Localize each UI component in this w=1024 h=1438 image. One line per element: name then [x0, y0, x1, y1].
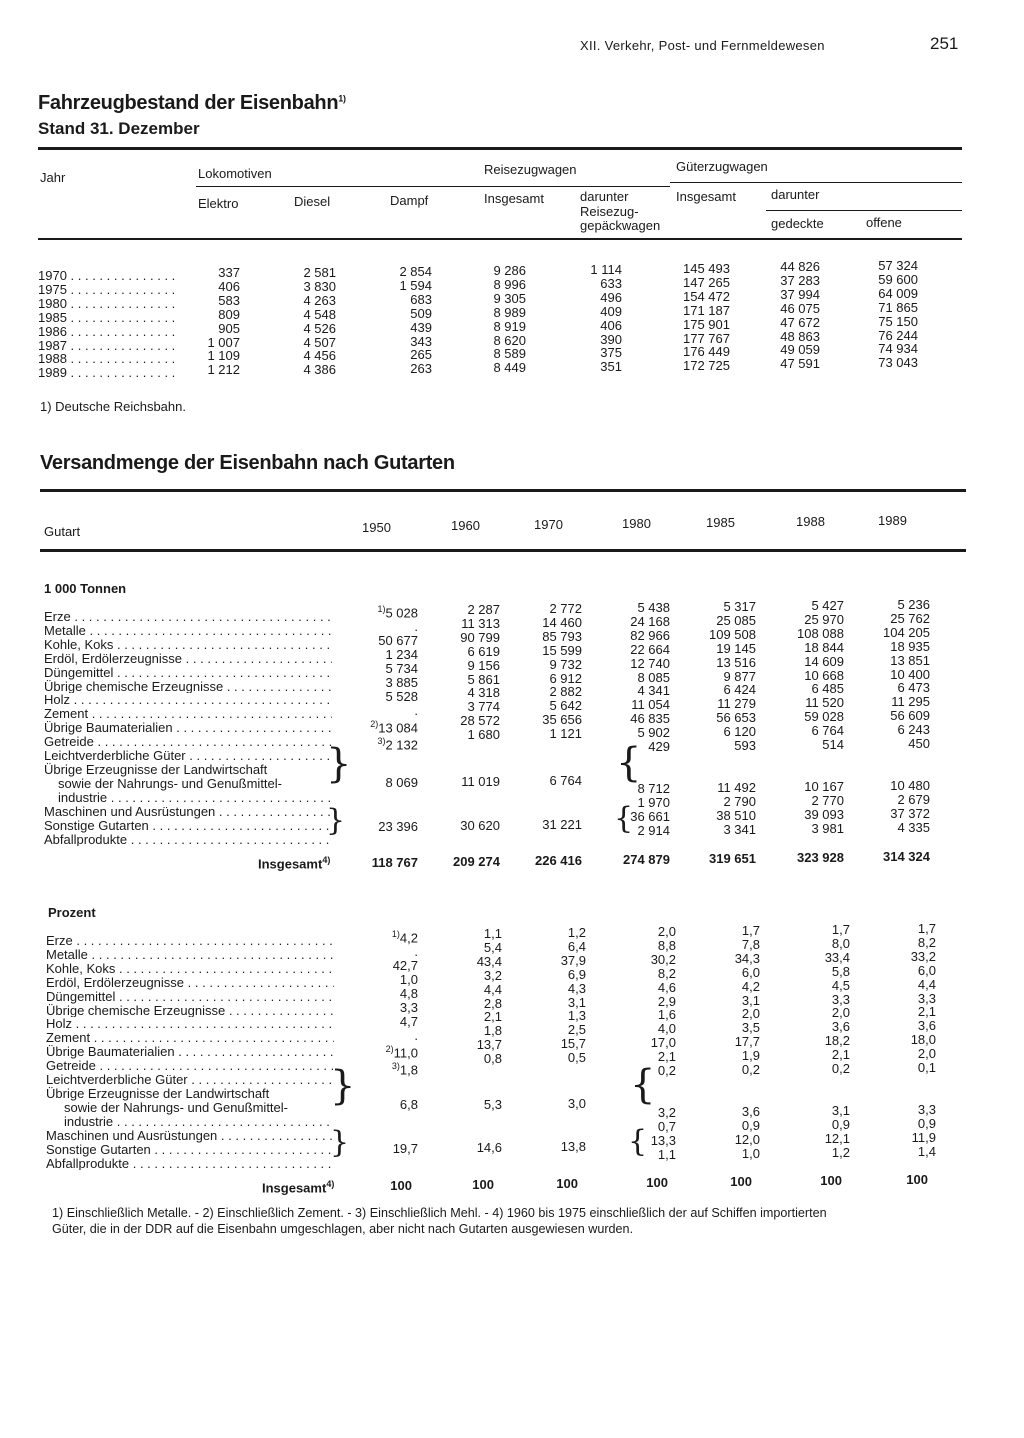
brace-icon: {: [616, 740, 642, 786]
list-item: Holz . . .: [44, 693, 332, 707]
t2-t-1950: $^{1)}$5 028 . 50 677 1 234 5 734 3 885 5 528 . $^{2)}$13 084 $^{3)}$2 132: [370, 604, 418, 753]
list-item: Erze . . .: [46, 934, 334, 948]
rule: [38, 238, 962, 240]
col-year: 1985: [706, 515, 735, 530]
list-item: industrie . . .: [46, 1115, 334, 1129]
col-dampf: Dampf: [390, 193, 429, 208]
list-item: Metalle . . .: [46, 948, 334, 962]
page-number: 251: [930, 34, 959, 53]
t1-col-gueter-insgesamt: 145 493 147 265 154 472 171 187 175 901 177 767 176 449 172 725: [683, 261, 730, 374]
section-heading-tonnen: 1 000 Tonnen: [44, 581, 127, 596]
list-item: sowie der Nahrungs- und Genußmittel-: [64, 1100, 288, 1115]
t2-t-1960-group2: 30 620: [460, 818, 500, 833]
list-item: Sonstige Gutarten . . .: [46, 1143, 334, 1157]
col-year: 1988: [796, 514, 825, 529]
rule: [40, 489, 966, 492]
list-item: Erdöl, Erdölerzeugnisse . . .: [46, 976, 334, 990]
list-item: Übrige Erzeugnisse der Landwirtschaft: [46, 1086, 270, 1101]
t2-t-1960: 2 287 11 313 90 799 6 619 9 156 5 861 4 318 3 774 28 572 1 680: [460, 602, 500, 743]
brace-icon: {: [628, 1124, 648, 1159]
list-item: Getreide . . .: [44, 735, 332, 749]
list-item: industrie . . .: [44, 791, 332, 805]
list-item: Holz . . .: [46, 1017, 334, 1031]
t2-p-1989: 1,7 8,2 33,2 6,0 4,4 3,3 2,1 3,6 18,0 2,0 0,1 3,3 0,9 11,9 1,4: [910, 921, 936, 1159]
col-elektro: Elektro: [198, 196, 239, 211]
total-value: 100: [556, 1176, 578, 1191]
t2-t-1970: 2 772 14 460 85 793 15 599 9 732 6 912 2 882 5 642 35 656 1 121: [542, 601, 582, 742]
list-item: Kohle, Koks . . .: [44, 638, 332, 652]
t2-p-1960-group1: 5,3: [483, 1097, 502, 1112]
col-gedeckte: gedeckte: [771, 216, 824, 231]
t2-labels-tonnen: [44, 610, 332, 846]
col-year: 1980: [622, 516, 651, 531]
total-value: 100: [472, 1177, 494, 1192]
t2-p-1950: $^{1)}$4,2 . 42,7 1,0 4,8 3,3 4,7 . $^{2)}$11,0 $^{3)}$1,8: [385, 929, 418, 1078]
table-row: 1988 . . .: [38, 352, 178, 366]
list-item: Übrige chemische Erzeugnisse . . .: [46, 1004, 334, 1018]
t1-col-reise-insgesamt: 9 286 8 996 9 305 8 989 8 919 8 620 8 589 8 449: [493, 263, 526, 376]
list-item: Maschinen und Ausrüstungen . . .: [44, 805, 332, 819]
table-row: 1980 . . .: [38, 297, 178, 311]
t2-t-1950-group2: 23 396: [378, 819, 418, 834]
rule: [38, 147, 962, 150]
list-item: Metalle . . .: [44, 624, 332, 638]
rule: [196, 186, 670, 187]
table2-footnotes: 1) Einschließlich Metalle. - 2) Einschließlich Zement. - 3) Einschließlich Mehl. - 4) 1960 bis 1975 einschließlich der auf Schiffen importierten Güter, die in der DDR auf die Eisenbahn umgeschlagen, aber nicht nach Gutarten ausgewiesen wurden.: [52, 1206, 827, 1236]
rule: [766, 210, 962, 211]
list-item: Abfallprodukte . . .: [46, 1157, 334, 1171]
t2-t-1950-group1: 8 069: [385, 775, 418, 790]
col-year: 1989: [878, 513, 907, 528]
total-value: 100: [906, 1172, 928, 1187]
total-value: 323 928: [797, 850, 844, 865]
total-value: 100: [730, 1174, 752, 1189]
t2-p-1970: 1,2 6,4 37,9 6,9 4,3 3,1 1,3 2,5 15,7 0,5: [560, 925, 586, 1066]
t2-t-1960-group1: 11 019: [461, 774, 500, 789]
list-item: Sonstige Gutarten . . .: [44, 819, 332, 833]
list-item: Erze . . .: [44, 610, 332, 624]
t2-p-1980: 2,0 8,8 30,2 8,2 4,6 2,9 1,6 4,0 17,0 2,1 0,2 3,2 0,7 13,3 1,1: [650, 924, 676, 1162]
table-row: 1986 . . .: [38, 325, 178, 339]
total-value: 226 416: [535, 853, 582, 868]
list-item: Zement . . .: [44, 707, 332, 721]
list-item: Leichtverderbliche Güter . . .: [46, 1073, 334, 1087]
t2-t-1989: 5 236 25 762 104 205 18 935 13 851 10 400 6 473 11 295 56 609 6 243 450 10 480 2 679 37 372 4 335: [883, 597, 930, 835]
table-row: 1987 . . .: [38, 339, 178, 353]
table2-title: Versandmenge der Eisenbahn nach Gutarten: [40, 452, 455, 474]
list-item: Maschinen und Ausrüstungen . . .: [46, 1129, 334, 1143]
brace-icon: {: [614, 801, 634, 836]
t2-p-1988: 1,7 8,0 33,4 5,8 4,5 3,3 2,0 3,6 18,2 2,1 0,2 3,1 0,9 12,1 1,2: [824, 922, 850, 1160]
grp-gueterzugwagen: Güterzugwagen: [676, 159, 768, 174]
total-value: 314 324: [883, 849, 930, 864]
t2-p-1950-group1: 6,8: [399, 1097, 418, 1112]
list-item: Kohle, Koks . . .: [46, 962, 334, 976]
col-diesel: Diesel: [294, 194, 331, 209]
t2-t-1988: 5 427 25 970 108 088 18 844 14 609 10 668 6 485 11 520 59 028 6 764 514 10 167 2 770 39 093 3 981: [797, 598, 844, 836]
t2-p-1970-group1: 3,0: [567, 1096, 586, 1111]
total-value: 319 651: [709, 851, 756, 866]
list-item: sowie der Nahrungs- und Genußmittel-: [58, 776, 282, 791]
t2-p-1960-group2: 14,6: [476, 1140, 502, 1155]
total-value: 100: [390, 1178, 412, 1193]
grp-lokomotiven: Lokomotiven: [198, 166, 272, 181]
total-value: 209 274: [453, 854, 500, 869]
t2-t-1970-group1: 6 764: [549, 773, 582, 788]
rule: [670, 182, 962, 183]
t1-col-gedeckte: 44 826 37 283 37 994 46 075 47 672 48 863 49 059 47 591: [780, 259, 820, 372]
col-year: 1970: [534, 517, 563, 532]
col-jahr: Jahr: [40, 170, 66, 185]
t2-p-1970-group2: 13,8: [560, 1139, 586, 1154]
t2-t-1985: 5 317 25 085 109 508 19 145 13 516 9 877 6 424 11 279 56 653 6 120 593 11 492 2 790 38 510 3 341: [709, 599, 756, 837]
table-row: 1970 . . .: [38, 269, 178, 283]
t1-col-elektro: 337 406 583 809 905 1 007 1 109 1 212: [207, 265, 240, 378]
list-item: Leichtverderbliche Güter . . .: [44, 749, 332, 763]
table-row: 1975 . . .: [38, 283, 178, 297]
total-value: 100: [820, 1173, 842, 1188]
col-gueter-insgesamt: Insgesamt: [676, 189, 736, 204]
t1-years: [38, 269, 178, 380]
brace-icon: }: [326, 803, 346, 838]
t2-t-1970-group2: 31 221: [542, 817, 582, 832]
t2-labels-prozent: [46, 934, 334, 1170]
table1-title: Fahrzeugbestand der Eisenbahn$^{1)}$: [38, 92, 346, 114]
brace-icon: }: [326, 741, 352, 787]
t2-p-1950-group2: 19,7: [392, 1141, 418, 1156]
col-year: 1960: [451, 518, 480, 533]
table-row: 1989 . . .: [38, 366, 178, 380]
col-gueter-darunter: darunter: [771, 187, 820, 202]
brace-icon: }: [330, 1063, 356, 1109]
total-label: Insgesamt$^{4)}$: [258, 855, 331, 872]
table1-subtitle: Stand 31. Dezember: [38, 119, 200, 138]
col-reise-darunter: darunter Reisezug- gepäckwagen: [580, 189, 661, 233]
list-item: Abfallprodukte . . .: [44, 833, 332, 847]
total-value: 118 767: [371, 855, 418, 870]
rule: [40, 549, 966, 552]
total-value: 274 879: [623, 852, 670, 867]
list-item: Erdöl, Erdölerzeugnisse . . .: [44, 652, 332, 666]
col-offene: offene: [866, 215, 902, 230]
list-item: Übrige Baumaterialien . . .: [44, 721, 332, 735]
col-year: 1950: [362, 520, 391, 535]
t1-col-reise-darunter: 1 114 633 496 409 406 390 375 351: [590, 262, 622, 375]
total-label: Insgesamt$^{4)}$: [262, 1179, 335, 1196]
t1-col-dampf: 2 854 1 594 683 509 439 343 265 263: [399, 264, 432, 377]
t1-col-offene: 57 324 59 600 64 009 71 865 75 150 76 244 74 934 73 043: [878, 258, 918, 371]
list-item: Übrige Erzeugnisse der Landwirtschaft: [44, 762, 268, 777]
t2-p-1960: 1,1 5,4 43,4 3,2 4,4 2,8 2,1 1,8 13,7 0,8: [476, 926, 502, 1067]
t1-col-diesel: 2 581 3 830 4 263 4 548 4 526 4 507 4 456 4 386: [303, 265, 336, 378]
list-item: Übrige Baumaterialien . . .: [46, 1045, 334, 1059]
brace-icon: {: [630, 1062, 656, 1108]
list-item: Düngemittel . . .: [46, 990, 334, 1004]
t2-p-1985: 1,7 7,8 34,3 6,0 4,2 3,1 2,0 3,5 17,7 1,9 0,2 3,6 0,9 12,0 1,0: [734, 923, 760, 1161]
running-title: XII. Verkehr, Post- und Fernmeldewesen: [580, 38, 825, 53]
list-item: Übrige chemische Erzeugnisse . . .: [44, 680, 332, 694]
table1-footnote: 1) Deutsche Reichsbahn.: [40, 399, 186, 414]
col-gutart: Gutart: [44, 524, 81, 539]
list-item: Düngemittel . . .: [44, 666, 332, 680]
list-item: Getreide . . .: [46, 1059, 334, 1073]
table-row: 1985 . . .: [38, 311, 178, 325]
list-item: Zement . . .: [46, 1031, 334, 1045]
t2-t-1980: 5 438 24 168 82 966 22 664 12 740 8 085 4 341 11 054 46 835 5 902 429 8 712 1 970 36 661 2 914: [630, 600, 670, 838]
grp-reisezugwagen: Reisezugwagen: [484, 162, 577, 177]
section-heading-prozent: Prozent: [48, 905, 96, 920]
col-reise-insgesamt: Insgesamt: [484, 191, 544, 206]
total-value: 100: [646, 1175, 668, 1190]
brace-icon: }: [330, 1125, 350, 1160]
